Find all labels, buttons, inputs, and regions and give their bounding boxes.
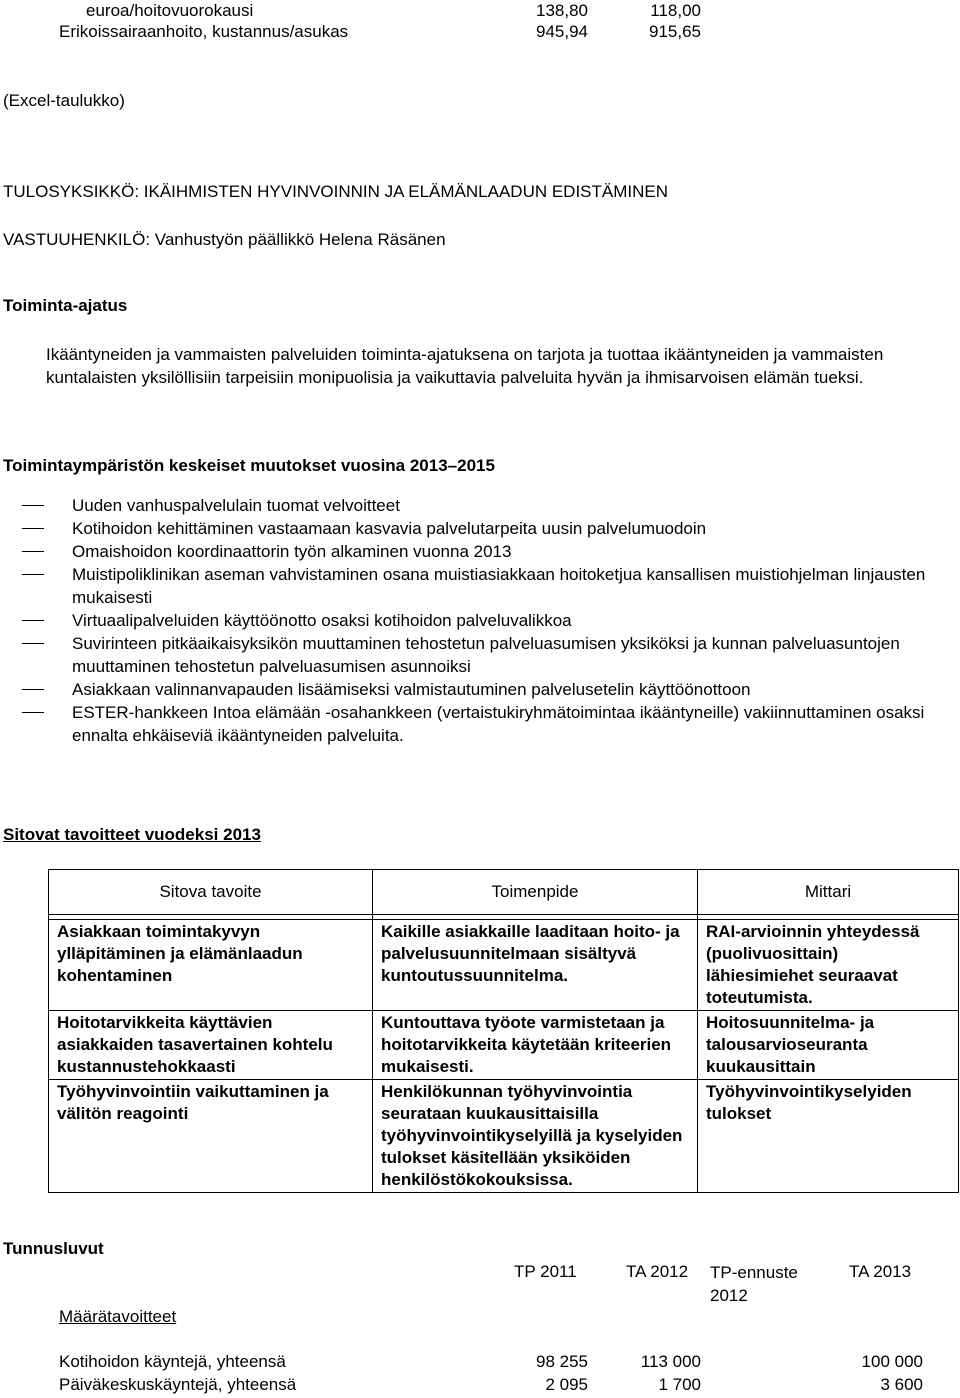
list-item: [22, 494, 942, 517]
dash-bullet: [22, 551, 44, 552]
kpi-value: 100 000: [861, 1352, 923, 1371]
kpi-heading: Tunnusluvut: [3, 1239, 104, 1258]
column-header: Toimenpide: [373, 870, 698, 915]
kpi-value: 3 600: [880, 1375, 923, 1394]
list-item: [22, 563, 942, 609]
list-item-text: Asiakkaan valinnanvapauden lisäämiseksi valmistautuminen palvelusetelin käyttöönottoon: [72, 680, 751, 699]
list-item: [22, 609, 942, 632]
top-row-value: 945,94: [536, 22, 588, 41]
dash-bullet: [22, 689, 44, 690]
list-item: [22, 540, 942, 563]
kpi-value: 98 255: [536, 1352, 588, 1371]
table-row: [49, 1011, 959, 1080]
table-row: [49, 920, 959, 1011]
table-cell: Työhyvinvointiin vaikuttaminen ja välitön reagointi: [49, 1080, 373, 1193]
mission-text: Ikääntyneiden ja vammaisten palveluiden toiminta-ajatuksena on tarjota ja tuottaa ikääntyneiden ja vammaisten kuntalaisten yksilöllisiin tarpeisiin monipuolisia ja vaikuttavia palveluita hyvän ja ihmisarvoisen elämän tueksi.: [46, 345, 884, 387]
list-item-text: ESTER-hankkeen Intoa elämään -osahankkeen (vertaistukiryhmätoimintaa ikääntyneille) vakiinnuttaminen osaksi ennalta ehkäiseviä ikääntyneiden palveluita.: [72, 703, 925, 745]
excel-note: (Excel-taulukko): [3, 91, 125, 110]
dash-bullet: [22, 574, 44, 575]
mission-heading: Toiminta-ajatus: [3, 296, 128, 315]
list-item-text: Kotihoidon kehittäminen vastaamaan kasvavia palvelutarpeita uusin palvelumuodoin: [72, 519, 707, 538]
list-item-text: Suvirinteen pitkäaikaisyksikön muuttaminen tehostetun palveluasumisen yksiköksi ja kunnan palveluasuntojen muuttaminen tehostetun palveluasumisen asunnoiksi: [72, 634, 900, 676]
list-item: [22, 678, 942, 701]
kpi-column-header: TA 2012: [626, 1262, 689, 1281]
kpi-row-label: Päiväkeskuskäyntejä, yhteensä: [59, 1375, 297, 1394]
top-row-value: 915,65: [649, 22, 701, 41]
dash-bullet: [22, 712, 44, 713]
top-row-value: 118,00: [650, 1, 701, 20]
dash-bullet: [22, 528, 44, 529]
goals-table: [48, 869, 959, 1193]
dash-bullet: [22, 505, 44, 506]
changes-list: [22, 494, 942, 747]
column-header: Mittari: [698, 870, 959, 915]
goals-heading: Sitovat tavoitteet vuodeksi 2013: [3, 825, 261, 844]
kpi-value: 2 095: [545, 1375, 588, 1394]
list-item: [22, 701, 942, 747]
list-item-text: Omaishoidon koordinaattorin työn alkaminen vuonna 2013: [72, 542, 512, 561]
kpi-value: 113 000: [640, 1352, 701, 1371]
top-row-value: 138,80: [536, 1, 588, 20]
kpi-column-header: TA 2013: [849, 1262, 912, 1281]
dash-bullet: [22, 643, 44, 644]
kpi-value: 1 700: [658, 1375, 701, 1394]
dash-bullet: [22, 620, 44, 621]
top-row-label: Erikoissairaanhoito, kustannus/asukas: [59, 22, 349, 41]
list-item-text: Virtuaalipalveluiden käyttöönotto osaksi kotihoidon palveluvalikkoa: [72, 611, 572, 630]
table-cell: Työhyvinvointikyselyiden tulokset: [698, 1080, 959, 1193]
table-cell: Asiakkaan toimintakyvyn ylläpitäminen ja elämänlaadun kohentaminen: [49, 920, 373, 1011]
table-cell: Kaikille asiakkaille laaditaan hoito- ja palvelusuunnitelmaan sisältyvä kuntoutussuunnitelma.: [373, 920, 698, 1011]
table-header-row: [49, 870, 959, 915]
unit-title: TULOSYKSIKKÖ: IKÄIHMISTEN HYVINVOINNIN JA ELÄMÄNLAADUN EDISTÄMINEN: [3, 182, 669, 201]
list-item: [22, 517, 942, 540]
list-item: [22, 632, 942, 678]
list-item-text: Muistipoliklinikan aseman vahvistaminen osana muistiasiakkaan hoitoketjua kansallisen muistiohjelman linjausten mukaisesti: [72, 565, 926, 607]
changes-heading: Toimintaympäristön keskeiset muutokset vuosina 2013–2015: [3, 456, 495, 475]
kpi-subheading: Määrätavoitteet: [59, 1307, 177, 1326]
table-row: [49, 1080, 959, 1193]
responsible-person: VASTUUHENKILÖ: Vanhustyön päällikkö Helena Räsänen: [3, 230, 446, 249]
table-cell: Kuntouttava työote varmistetaan ja hoitotarvikkeita käytetään kriteerien mukaisesti.: [373, 1011, 698, 1080]
top-row-label: euroa/hoitovuorokausi: [86, 1, 254, 20]
column-header: Sitova tavoite: [49, 870, 373, 915]
table-cell: RAI-arvioinnin yhteydessä (puolivuosittain) lähiesimiehet seuraavat toteutumista.: [698, 920, 959, 1011]
table-cell: Henkilökunnan työhyvinvointia seurataan kuukausittaisilla työhyvinvointikyselyillä ja kyselyiden tulokset käsitellään yksiköiden henkilöstökokouksissa.: [373, 1080, 698, 1193]
table-cell: Hoitotarvikkeita käyttävien asiakkaiden tasavertainen kohtelu kustannustehokkaasti: [49, 1011, 373, 1080]
kpi-column-header: TP 2011: [514, 1262, 577, 1281]
kpi-column-header: TP-ennuste 2012: [710, 1263, 798, 1305]
kpi-row-label: Kotihoidon käyntejä, yhteensä: [59, 1352, 286, 1371]
list-item-text: Uuden vanhuspalvelulain tuomat velvoitteet: [72, 496, 400, 515]
table-cell: Hoitosuunnitelma- ja talousarvioseuranta kuukausittain: [698, 1011, 959, 1080]
